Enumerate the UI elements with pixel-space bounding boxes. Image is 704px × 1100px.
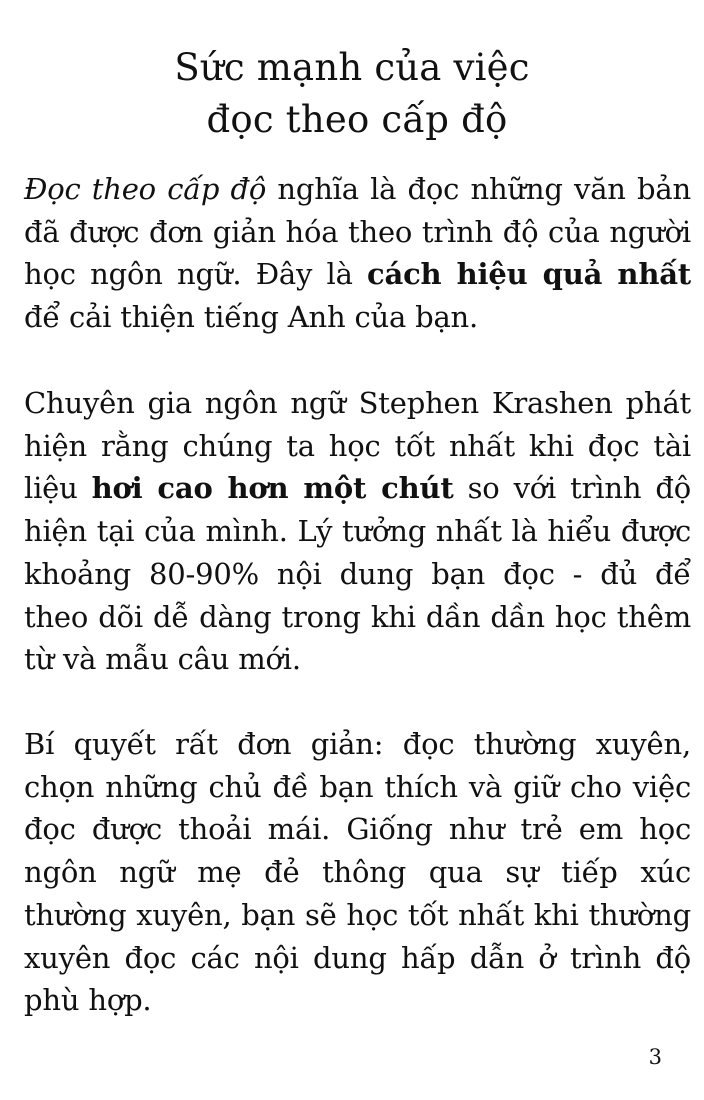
paragraph-text: so với trình độ hiện tại của mình. Lý tưởng nhất là hiểu được khoảng 80-90% nội dung bạn đọc - đủ để theo dõi dễ dàng trong khi dần dần học thêm từ và mẫu câu mới. (24, 471, 691, 677)
bold-emphasis: cách hiệu quả nhất (367, 257, 691, 292)
page-title-line-2: đọc theo cấp độ (206, 98, 508, 141)
paragraph-definition (24, 168, 691, 339)
bold-emphasis: hơi cao hơn một chút (91, 471, 454, 506)
paragraph-text: để cải thiện tiếng Anh của bạn. (24, 300, 479, 335)
paragraph-tips (24, 723, 691, 1022)
paragraph-text: nghĩa là đọc những văn bản đã được đơn giản hóa theo trình độ của người học ngôn ngữ. Đây là (24, 172, 691, 292)
paragraph-krashen (24, 382, 691, 681)
page-number: 3 (648, 1045, 662, 1069)
paragraph-text: Bí quyết rất đơn giản: đọc thường xuyên, chọn những chủ đề bạn thích và giữ cho việc đọc được thoải mái. Giống như trẻ em học ngôn ngữ mẹ đẻ thông qua sự tiếp xúc thường xuyên, bạn sẽ học tốt nhất khi thường xuyên đọc các nội dung hấp dẫn ở trình độ phù hợp. (24, 727, 691, 1018)
paragraph-text: Chuyên gia ngôn ngữ Stephen Krashen phát hiện rằng chúng ta học tốt nhất khi đọc tài liệu (24, 386, 691, 506)
italic-term: Đọc theo cấp độ (24, 172, 267, 206)
page-title-line-1: Sức mạnh của việc (174, 46, 530, 89)
page-title (0, 42, 704, 146)
